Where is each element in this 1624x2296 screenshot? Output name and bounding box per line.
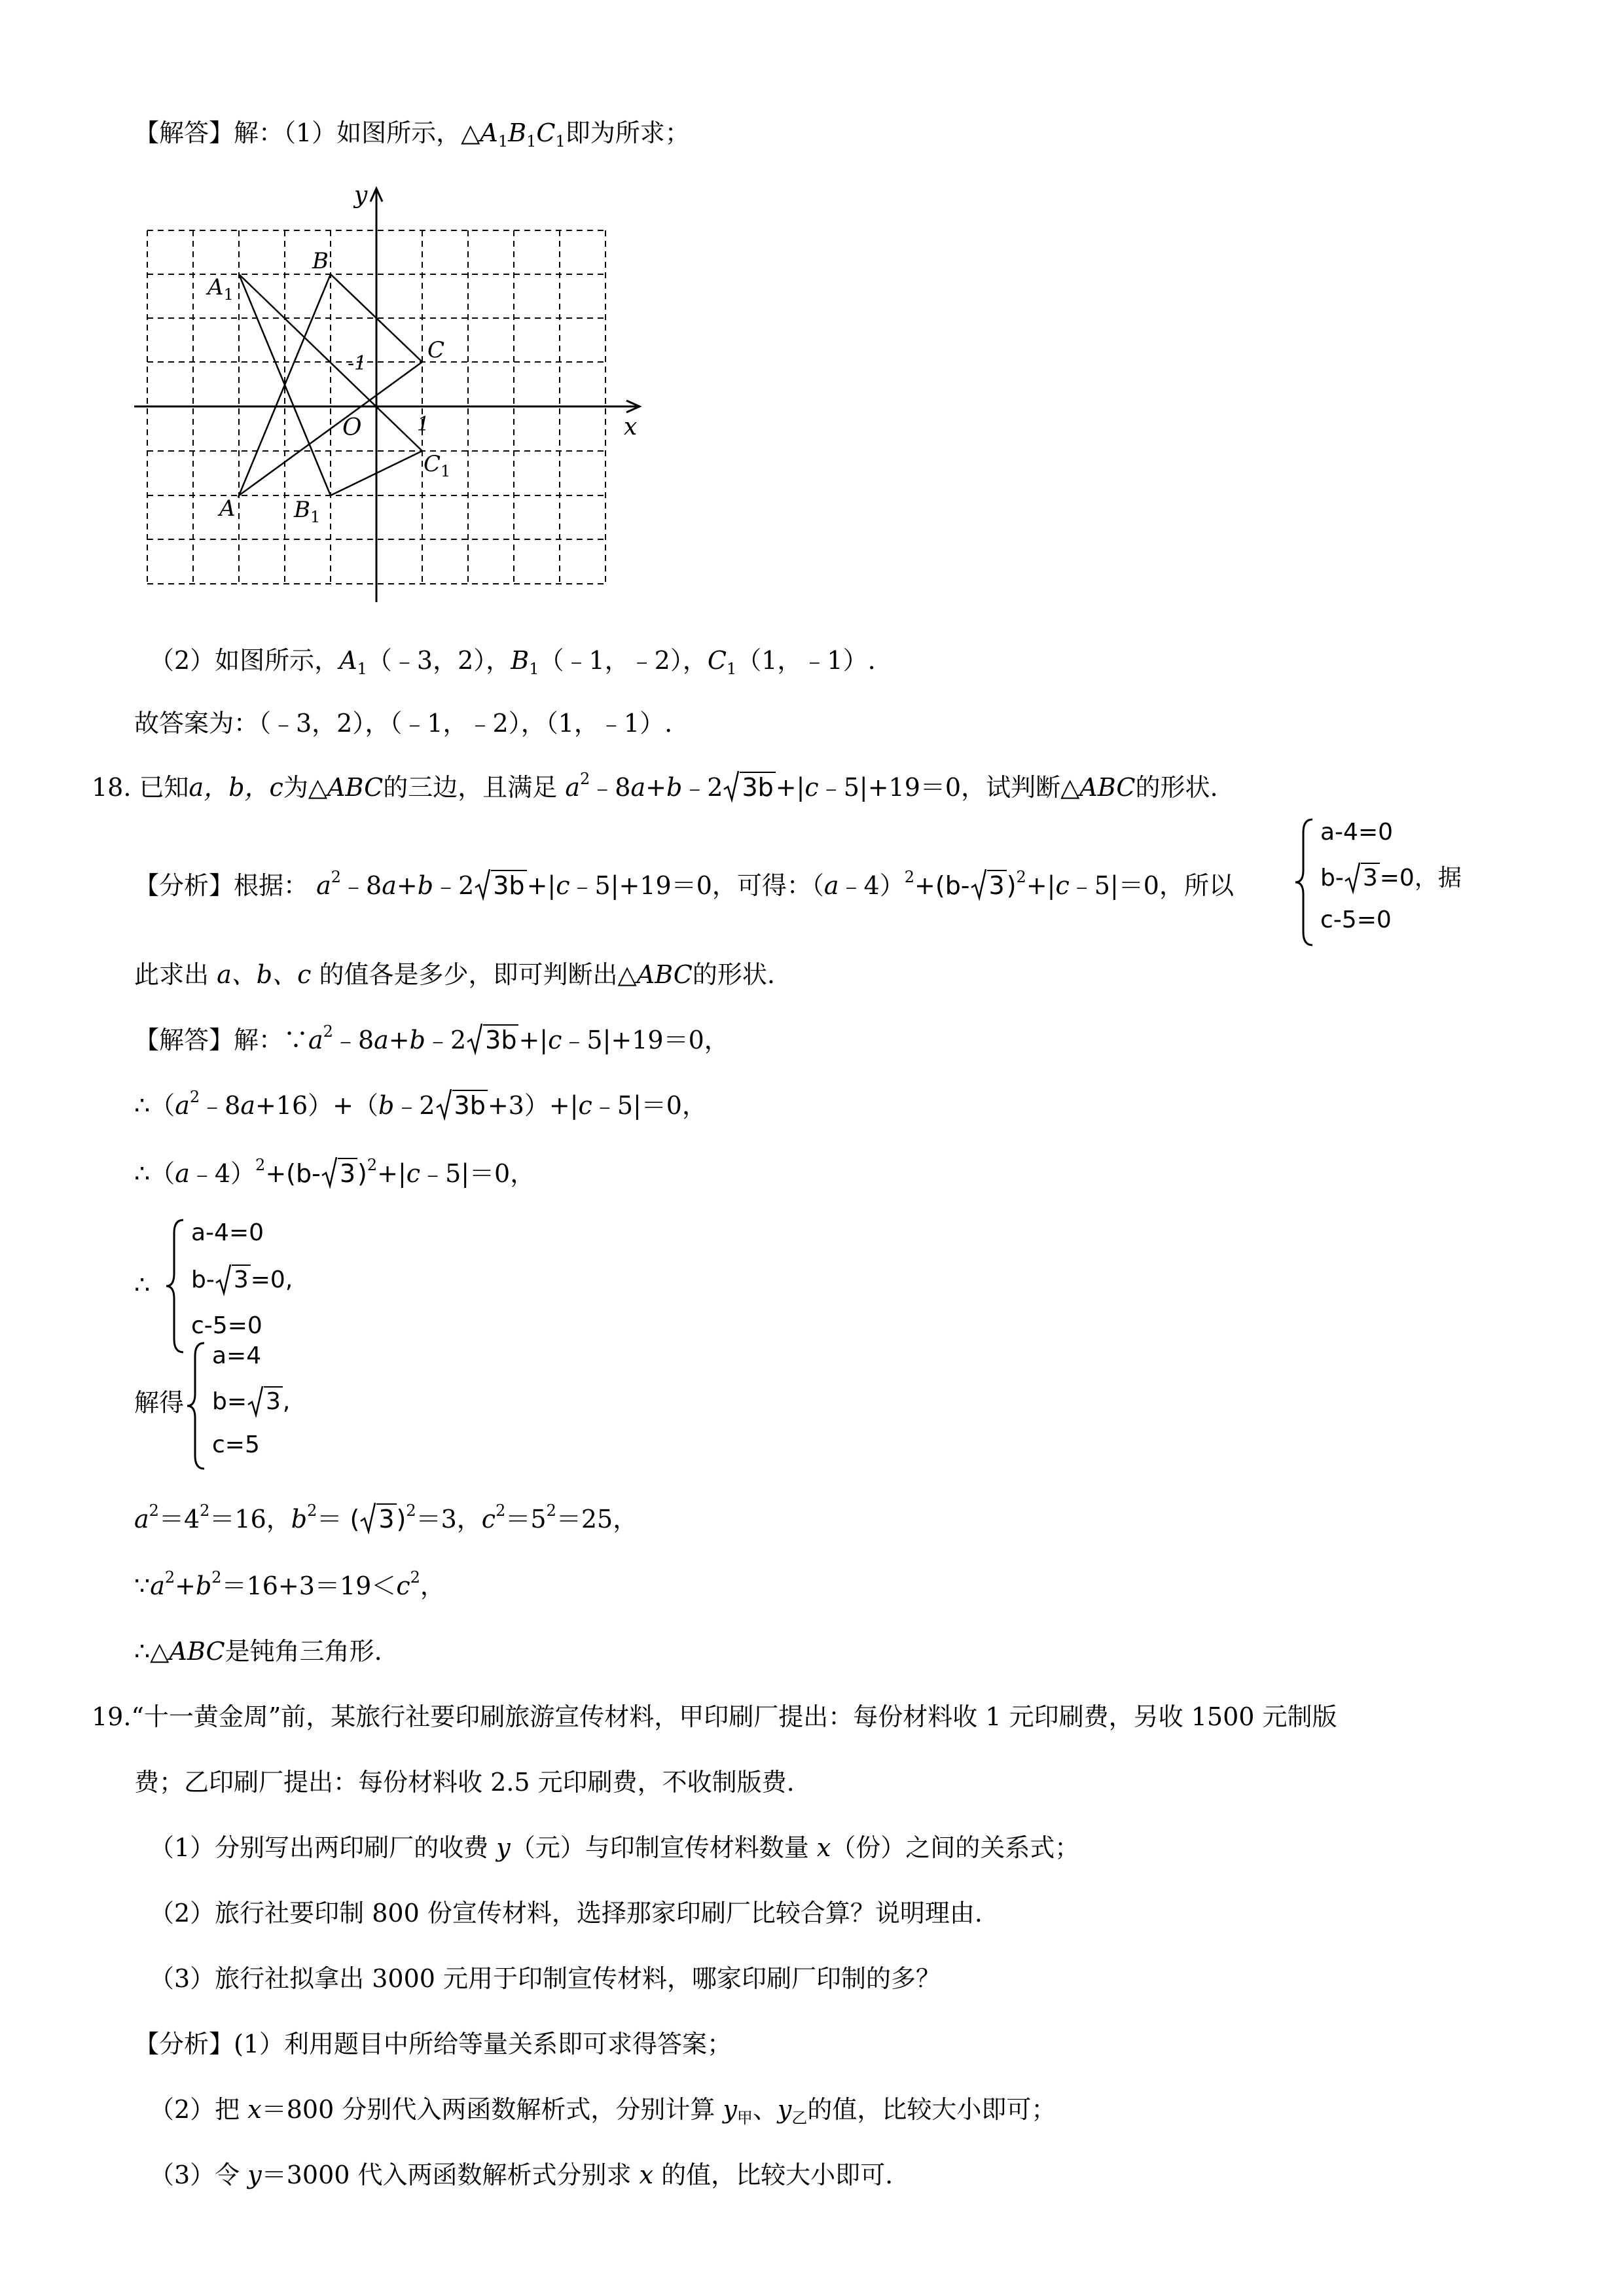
q19-question-line1: 19.“十一黄金周”前，某旅行社要印刷旅游宣传材料，甲印刷厂提出：每份材料收 1 元印刷费，另收 1500 元制版: [92, 1702, 1337, 1731]
label-c: C: [427, 337, 445, 363]
q19-question-line2: 费；乙印刷厂提出：每份材料收 2.5 元印刷费，不收制版费.: [134, 1768, 795, 1797]
label-b1: $B_1$: [294, 497, 321, 526]
q18-analysis-line1: 【分析】根据： $a^2﹣8a+b﹣2$ 3b+|c﹣5|+19＝0，可得：（a﹣4）$^2$+(b- 3)$^2$+|c﹣5|＝0，所以: [134, 868, 1234, 900]
y-axis-label: y: [354, 183, 368, 209]
sqrt-3b: 3b: [723, 771, 775, 804]
tick-x-label: 1: [417, 413, 430, 436]
q18-conclusion: ∴△ABC是钝角三角形.: [134, 1637, 382, 1666]
q17-answer-intro: 【解答】解：（1）如图所示，$\triangle A_1B_1C_1$即为所求；: [134, 118, 690, 151]
q19-analysis3: （3）令 y＝3000 代入两函数解析式分别求 x 的值，比较大小即可.: [149, 2161, 893, 2189]
q18-because: $\because a^2+b^2=16+3=19<c^2$，: [134, 1568, 445, 1600]
q18-values: $a^2=4^2=16$，$b^2=$ ( 3)$^2$＝3，$c^2=5^2=25$，: [134, 1501, 638, 1534]
q18-step2: ∴（a﹣4）$^2$+(b- 3)$^2$+|c﹣5|＝0，: [134, 1156, 535, 1188]
q19-part3: （3）旅行社拟拿出 3000 元用于印制宣传材料，哪家印刷厂印制的多？: [149, 1964, 941, 1993]
label-b: B: [312, 248, 329, 274]
q17-part2: （2）如图所示，$A_1(﹣3$，2），$B_1(﹣1$，﹣2），$C_1(1$，﹣1）.: [149, 646, 876, 678]
q19-analysis1: 【分析】(1）利用题目中所给等量关系即可求得答案；: [134, 2030, 732, 2058]
system-2: a=4 b= 3, c=5: [185, 1340, 381, 1471]
q17-final-answer: 故答案为：（﹣3，2），（﹣1，﹣2），（1，﹣1）.: [134, 709, 673, 738]
q18-step1: $\therefore(a^2﹣8a+16)+(b﹣2$ 3b+3）+|c﹣5|＝0，: [134, 1088, 707, 1120]
q19-part2: （2）旅行社要印制 800 份宣传材料，选择那家印刷厂比较合算？说明理由.: [149, 1899, 983, 1928]
origin-label: O: [342, 414, 362, 441]
q18-question: 18. 已知a，b，c为△ABC的三边，且满足 $a^2﹣8a+b﹣2$ 3b+|c﹣5|+19＝0，试判断△ABC的形状.: [92, 771, 1218, 804]
q18-therefore-label: ∴: [134, 1270, 151, 1299]
system-1: a-4=0 b- 3=0, c-5=0: [164, 1217, 360, 1355]
label-a: A: [219, 495, 236, 522]
x-axis-label: x: [624, 414, 638, 440]
q19-analysis2: （2）把 x＝800 分别代入两函数解析式，分别计算 $y_甲$、$y_乙$的值，比较大小即可；: [149, 2095, 1056, 2127]
axes: [134, 188, 640, 602]
q18-analysis-line2: 此求出 a、b、c 的值各是多少，即可判断出△ABC的形状.: [134, 960, 775, 989]
q18-solution-line: 【解答】解：$\because a^2﹣8a+b﹣2$ 3b+|c﹣5|+19＝0，: [134, 1022, 729, 1054]
coordinate-grid-figure: [134, 183, 645, 609]
label-c1: $C_1$: [424, 451, 451, 480]
label-a1: $A_1$: [208, 274, 234, 304]
q18-solve-label: 解得: [134, 1388, 185, 1417]
q19-part1: （1）分别写出两印刷厂的收费 y（元）与印制宣传材料数量 x（份）之间的关系式；: [149, 1833, 1080, 1862]
tick-y-label: -1: [348, 352, 367, 375]
analysis-system: a-4=0 b- 3=0，据 c-5=0: [1293, 817, 1515, 948]
